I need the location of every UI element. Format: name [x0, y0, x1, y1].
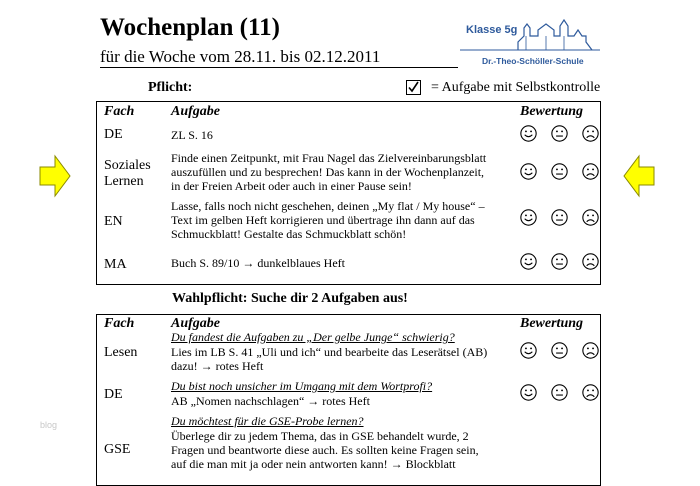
wahlpflicht-row-task-line: Fragen und beantworte diese auch. Es sollten keine Fragen sein, [171, 443, 479, 457]
pflicht-row-task-line: Schmuckblatt! Gestalte das Schmuckblatt schön! [171, 227, 407, 241]
rating-row [520, 125, 599, 142]
neutral-face-icon[interactable] [551, 125, 568, 142]
pflicht-row-task: ZL S. 16 [171, 128, 213, 142]
wahlpflicht-row-question: Du bist noch unsicher im Umgang mit dem Wortprofi? [171, 379, 433, 393]
wahlpflicht-header-subject: Fach [104, 316, 135, 331]
wahlpflicht-row-task-line: Lies im LB S. 41 „Uli und ich“ und bearbeite das Leserätsel (AB) [171, 345, 488, 359]
sad-face-icon[interactable] [582, 253, 599, 270]
wahlpflicht-row-task-line: dazu! → rotes Heft [171, 359, 264, 373]
rating-row [520, 253, 599, 270]
pflicht-row-task-line: Finde einen Zeitpunkt, mit Frau Nagel das Zielvereinbarungsblatt [171, 151, 487, 165]
wahlpflicht-row-subject: GSE [104, 442, 131, 457]
pflicht-row-subject: MA [104, 257, 127, 272]
pflicht-row-subject: EN [104, 214, 123, 229]
wahlpflicht-row-subject: Lesen [104, 345, 138, 360]
wahlpflicht-row-question: Du fandest die Aufgaben zu „Der gelbe Junge“ schwierig? [171, 330, 455, 344]
wahlpflicht-label: Wahlpflicht: Suche dir 2 Aufgaben aus! [172, 291, 408, 306]
happy-face-icon[interactable] [520, 125, 537, 142]
sad-face-icon[interactable] [582, 384, 599, 401]
title-underline [100, 67, 458, 68]
rating-row [520, 209, 599, 226]
rating-row [520, 384, 599, 401]
arrow-right-icon [38, 154, 72, 198]
wahlpflicht-row-question: Du möchtest für die GSE-Probe lernen? [171, 414, 364, 428]
page-title: Wochenplan (11) [100, 14, 280, 41]
wahlpflicht-row-task-line: auf die man mit ja oder nein antworten kann! → Blockblatt [171, 457, 456, 471]
checkbox-legend-icon [406, 80, 421, 95]
pflicht-row-subject: Soziales Lernen [104, 158, 151, 189]
happy-face-icon[interactable] [520, 342, 537, 359]
pflicht-header-task: Aufgabe [171, 104, 220, 119]
watermark: blog [40, 420, 58, 430]
wahlpflicht-row-subject: DE [104, 387, 123, 402]
pflicht-row-task-line: Text im gelben Heft korrigieren und übertrage ihn dann auf das [171, 213, 475, 227]
sad-face-icon[interactable] [582, 125, 599, 142]
logo-school-label: Dr.-Theo-Schöller-Schule [482, 56, 584, 66]
logo-class-label: Klasse 5g [466, 24, 518, 36]
rating-row [520, 163, 599, 180]
neutral-face-icon[interactable] [551, 163, 568, 180]
pflicht-label: Pflicht: [148, 80, 193, 95]
pflicht-header-subject: Fach [104, 104, 135, 119]
wahlpflicht-row-task-line: AB „Nomen nachschlagen“ → rotes Heft [171, 394, 370, 408]
happy-face-icon[interactable] [520, 209, 537, 226]
happy-face-icon[interactable] [520, 384, 537, 401]
pflicht-row-task-line: in der Freien Arbeit oder auch in einer Pause sein! [171, 179, 412, 193]
happy-face-icon[interactable] [520, 163, 537, 180]
sad-face-icon[interactable] [582, 342, 599, 359]
arrow-left-icon [622, 154, 656, 198]
sad-face-icon[interactable] [582, 163, 599, 180]
week-range: für die Woche vom 28.11. bis 02.12.2011 [100, 47, 381, 66]
wahlpflicht-header-rating: Bewertung [520, 316, 584, 331]
pflicht-row-task: Buch S. 89/10 → dunkelblaues Heft [171, 256, 345, 270]
happy-face-icon[interactable] [520, 253, 537, 270]
pflicht-row-task-line: Lasse, falls noch nicht geschehen, deinen „My flat / My house“ – [171, 199, 485, 213]
wahlpflicht-header-task: Aufgabe [171, 316, 220, 331]
self-check-legend: = Aufgabe mit Selbstkontrolle [431, 80, 601, 95]
neutral-face-icon[interactable] [551, 209, 568, 226]
pflicht-row-task-line: auszufüllen und zu besprechen! Das kann in der Wochenplanzeit, [171, 165, 485, 179]
wahlpflicht-row-task-line: Überlege dir zu jedem Thema, das in GSE behandelt wurde, 2 [171, 429, 469, 443]
pflicht-header-rating: Bewertung [520, 104, 584, 119]
neutral-face-icon[interactable] [551, 253, 568, 270]
neutral-face-icon[interactable] [551, 342, 568, 359]
sad-face-icon[interactable] [582, 209, 599, 226]
neutral-face-icon[interactable] [551, 384, 568, 401]
rating-row [520, 342, 599, 359]
pflicht-row-subject: DE [104, 127, 123, 142]
